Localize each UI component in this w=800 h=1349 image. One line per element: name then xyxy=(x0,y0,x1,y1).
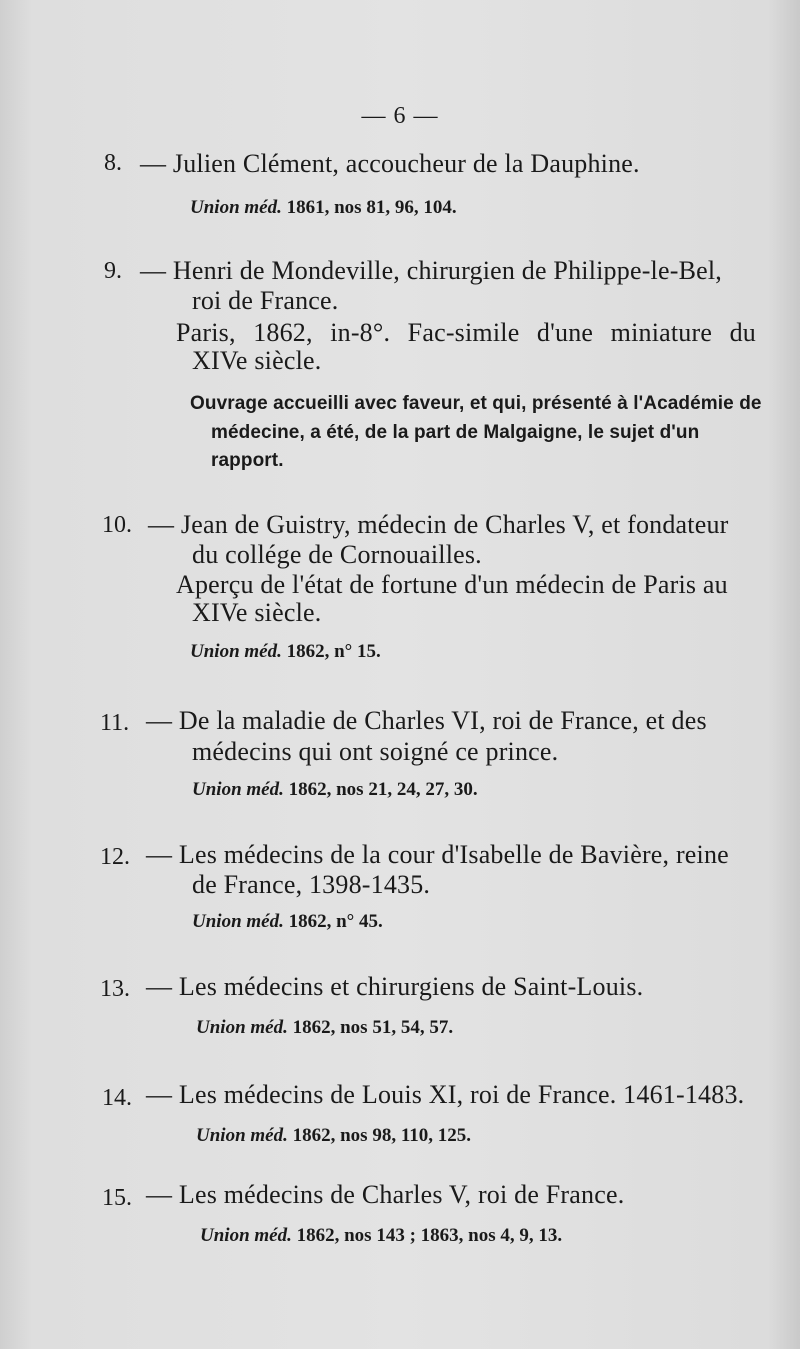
entry-title: — Les médecins de la cour d'Isabelle de Bavière, reine xyxy=(146,840,729,869)
entry-subtitle: Paris, 1862, in-8°. Fac-simile d'une miniature du xyxy=(176,318,756,347)
citation-journal: Union méd. xyxy=(196,1017,288,1038)
entry-number: 11. xyxy=(100,710,130,736)
entry-title-continued: roi de France. xyxy=(192,286,339,315)
entry-title: — Les médecins et chirurgiens de Saint-Louis. xyxy=(146,972,644,1001)
entry-subtitle-continued: XIVe siècle. xyxy=(192,598,322,627)
citation-journal: Union méd. xyxy=(196,1125,288,1146)
citation-details: 1862, nos 143 ; 1863, nos 4, 9, 13. xyxy=(291,1225,563,1246)
entry-number: 12. xyxy=(100,844,130,870)
citation-journal: Union méd. xyxy=(192,779,284,800)
citation xyxy=(192,911,383,933)
entry-title: — Les médecins de Louis XI, roi de France. 1461-1483. xyxy=(146,1080,745,1109)
citation xyxy=(196,1125,471,1147)
citation-details: 1861, nos 81, 96, 104. xyxy=(281,197,457,218)
entry-number: 8. xyxy=(104,150,122,176)
entry-note: Ouvrage accueilli avec faveur, et qui, présenté à l'Académie de xyxy=(190,393,762,414)
entry-subtitle-continued: XIVe siècle. xyxy=(192,346,322,375)
citation-details: 1862, nos 98, 110, 125. xyxy=(287,1125,472,1146)
entry-title: — Julien Clément, accoucheur de la Dauphine. xyxy=(140,149,640,178)
entry-title-continued: médecins qui ont soigné ce prince. xyxy=(192,737,559,766)
entry-subtitle: Aperçu de l'état de fortune d'un médecin de Paris au xyxy=(176,570,728,599)
entry-number: 9. xyxy=(104,258,122,284)
entry-note-continued: médecine, a été, de la part de Malgaigne, le sujet d'un xyxy=(211,422,700,443)
citation xyxy=(190,641,381,663)
citation-journal: Union méd. xyxy=(192,911,284,932)
citation xyxy=(196,1017,453,1039)
entry-title: — Henri de Mondeville, chirurgien de Philippe-le-Bel, xyxy=(140,256,722,285)
citation-journal: Union méd. xyxy=(190,197,282,218)
citation xyxy=(200,1225,562,1247)
citation xyxy=(192,779,478,801)
entry-number: 10. xyxy=(102,512,132,538)
entry-note-continued: rapport. xyxy=(211,450,284,471)
entry-title-continued: de France, 1398-1435. xyxy=(192,870,431,899)
citation-journal: Union méd. xyxy=(190,641,282,662)
citation-details: 1862, n° 15. xyxy=(281,641,381,662)
entry-title: — De la maladie de Charles VI, roi de France, et des xyxy=(146,706,707,735)
citation-details: 1862, nos 21, 24, 27, 30. xyxy=(283,779,478,800)
page-number: — 6 — xyxy=(361,103,439,129)
entry-number: 15. xyxy=(102,1185,132,1211)
entry-title: — Jean de Guistry, médecin de Charles V, et fondateur xyxy=(148,510,729,539)
entry-title-continued: du collége de Cornouailles. xyxy=(192,540,482,569)
citation-journal: Union méd. xyxy=(200,1225,292,1246)
citation xyxy=(190,197,457,219)
entry-number: 14. xyxy=(102,1085,132,1111)
entry-title: — Les médecins de Charles V, roi de France. xyxy=(146,1180,625,1209)
entry-number: 13. xyxy=(100,976,130,1002)
citation-details: 1862, nos 51, 54, 57. xyxy=(287,1017,454,1038)
citation-details: 1862, n° 45. xyxy=(283,911,383,932)
